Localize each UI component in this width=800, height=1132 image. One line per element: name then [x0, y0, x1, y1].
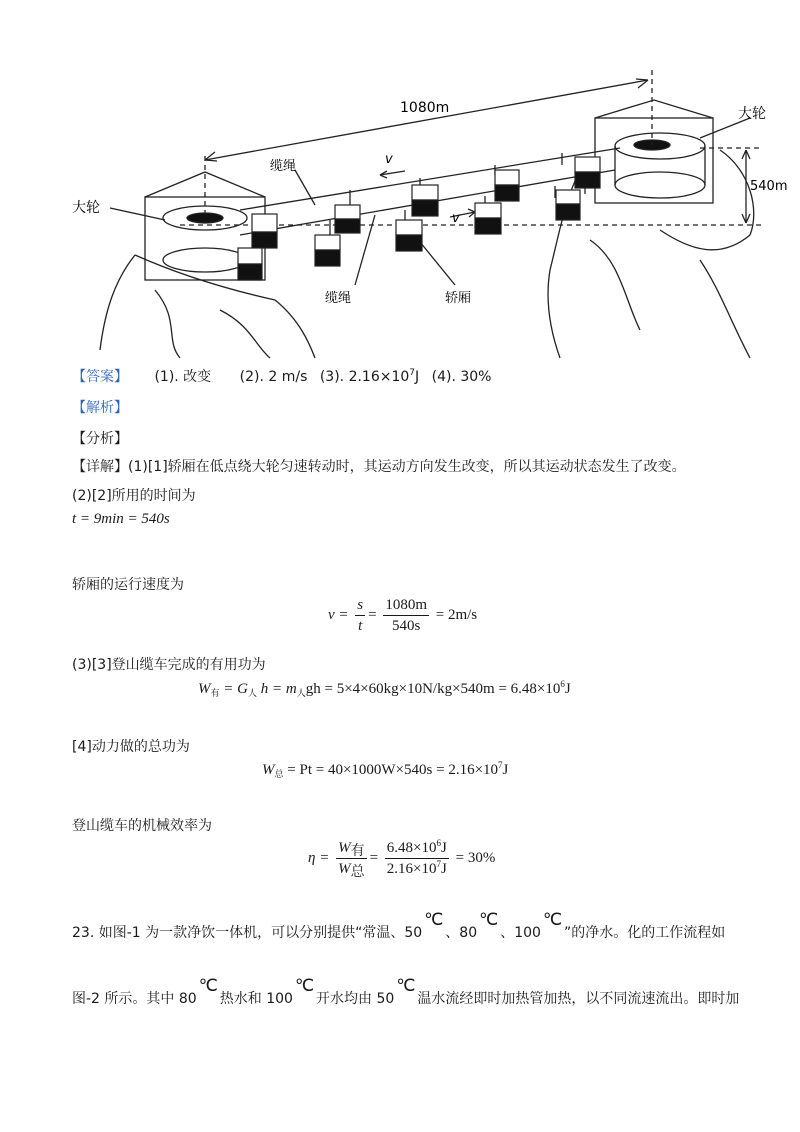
equation-total-work: $W_总 = Pt = 40\times 1000W\times 540s = 2.16\times 10^7J$ [262, 760, 509, 780]
big-wheel-right-label: 大轮 [738, 106, 766, 122]
detail-p3: 轿厢的运行速度为 [72, 577, 184, 593]
length-arrow [205, 80, 648, 160]
cabin-label: 轿厢 [445, 291, 472, 306]
detail-p4: (3)[3]登山缆车完成的有用功为 [72, 657, 266, 673]
detail-p5: [4]动力做的总功为 [72, 739, 190, 755]
detail-p1: 【详解】(1)[1]轿厢在低点绕大轮匀速转动时，其运动方向发生改变，所以其运动状态发生了改变。 [72, 459, 686, 475]
left-mountain [100, 255, 315, 358]
cabins [238, 157, 600, 280]
cable-car-diagram [60, 60, 788, 360]
cable-bottom-label: 缆绳 [325, 291, 352, 306]
question-23-line-1: 23. 如图-1 为一款净饮一体机，可以分别提供“常温、50℃、80℃、100℃”的净水。化的工作流程如 [72, 910, 726, 941]
velocity-top-label: v [385, 152, 393, 167]
equation-time: t = 9min = 540s [72, 511, 170, 527]
equation-efficiency: η = $\frac{W_有}{W_总}$ = $\frac{6.48\times 10^6J}{2.16\times 10^7J}$ = 30% [308, 838, 496, 880]
velocity-bottom-label: v [452, 211, 460, 226]
answer-item-2: (2). 2 m/s [239, 369, 308, 385]
right-station [595, 118, 713, 203]
length-label: 1080m [400, 100, 450, 116]
detail-tag: 【详解】 [72, 459, 128, 475]
answer-item-4: (4). 30% [431, 369, 492, 385]
cable-top-label: 缆绳 [270, 159, 297, 174]
equation-velocity: v = $\frac{s}{t}$ = $\frac{1080m}{540s}$ = 2m/s [328, 597, 478, 634]
answer-tag: 【答案】 [72, 369, 128, 385]
detail-p2: (2)[2]所用的时间为 [72, 488, 196, 504]
fenxi-tag: 【分析】 [72, 431, 128, 447]
question-23-line-2: 图-2 所示。其中 80℃热水和 100℃开水均由 50℃温水流经即时加热管加热，以不同流速流出。即时加 [72, 976, 740, 1007]
analysis-tag: 【解析】 [72, 400, 128, 416]
answer-item-3: (3). $2.16\times 10^7J$ [319, 368, 420, 385]
answer-item-1: (1). 改变 [154, 369, 212, 385]
detail-p6: 登山缆车的机械效率为 [72, 818, 212, 834]
height-label: 540m [750, 179, 788, 194]
big-wheel-left-label: 大轮 [72, 200, 100, 216]
equation-useful-work: $W_有 = G_人$ $h = m_人gh = 5\times 4\times 60kg\times 10N/kg\times 540m = 6.48\times 10^6J$ [198, 679, 571, 699]
answer-line [72, 366, 491, 386]
